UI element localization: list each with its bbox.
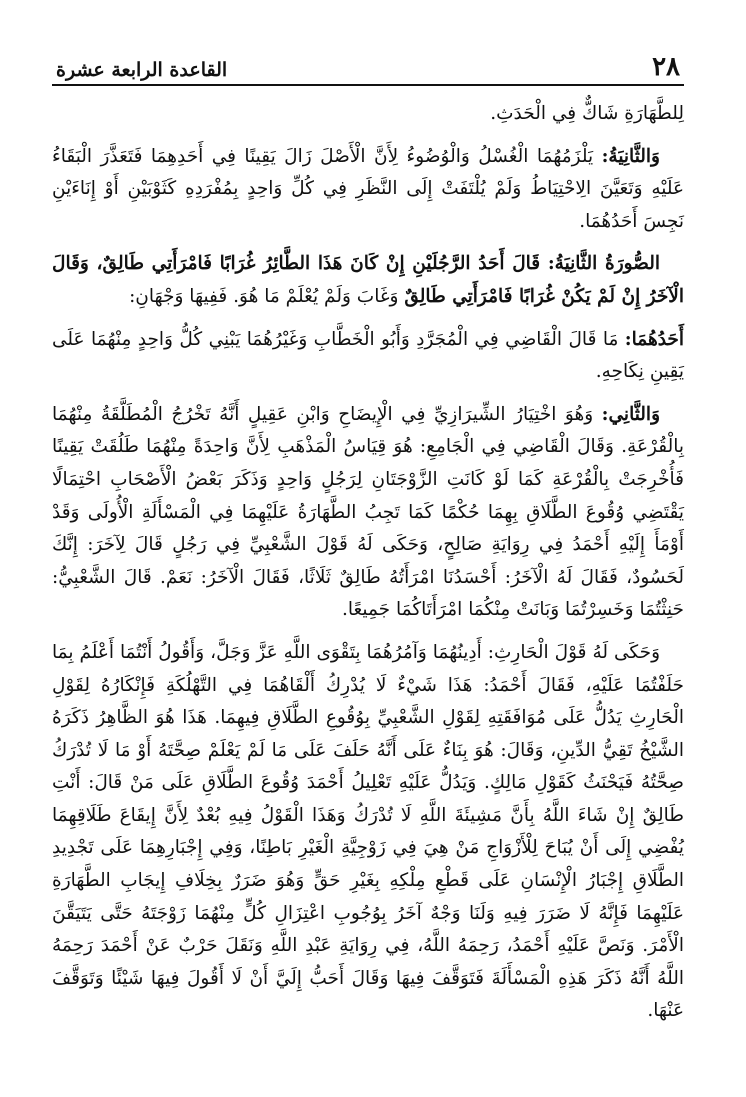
paragraph-lead: وَالثَّانِي: xyxy=(601,403,660,425)
paragraph-second-view xyxy=(52,399,684,627)
paragraph-text: لِلطَّهَارَةِ شَاكٌّ فِي الْحَدَثِ. xyxy=(490,103,684,124)
paragraph-second-case xyxy=(52,248,684,313)
paragraph-text: وَحَكَى لَهُ قَوْلَ الْحَارِثِ: أَدِينُهُمَا وَآمُرُهُمَا بِتَقْوَى اللَّهِ عَزَّ وَجَلَّ، وَأَقُولُ أَنْتُمَا أَعْلَمُ بِمَا حَلَفْتُمَا عَلَيْهِ، فَقَالَ أَحْمَدُ: هَذَا شَيْءٌ لَا يُدْرِكُ أَلْقَاهُمَا فِي التَّهْلُكَةِ فَإِنْكَارُهُ لِقَوْلِ الْحَارِثِ يَدُلُّ عَلَى مُوَافَقَتِهِ لِقَوْلِ الشَّعْبِيِّ بِوُقُوعِ الطَّلَاقِ فِيهِمَا. هَذَا هُوَ الظَّاهِرُ ذَكَرَهُ الشَّيْخُ تَقِيُّ الدِّينِ، وَقَالَ: هُوَ بِنَاءٌ عَلَى أَنَّهُ حَلَفَ عَلَى مَا لَمْ يَعْلَمْ صِحَّتَهُ أَوْ مَا لَا تُدْرَكُ صِحَّتُهُ فَيَحْنَثُ كَقَوْلِ مَالِكٍ. وَيَدُلُّ عَلَيْهِ تَعْلِيلُ أَحْمَدَ وُقُوعَ الطَّلَاقِ عَلَى مَنْ قَالَ: أَنْتِ طَالِقٌ إِنْ شَاءَ اللَّهُ بِأَنَّ مَشِيئَةَ اللَّهِ لَا تُدْرَكُ وَهَذَا الْقَوْلُ فِيهِ بُعْدٌ لِأَنَّ إِيقَاعَ طَلَاقِهِمَا يُفْضِي إِلَى أَنْ يُبَاحَ لِلْأَزْوَاجِ مَنْ هِيَ فِي زَوْجِيَّةِ الْغَيْرِ بَاطِنًا، وَفِي إِجْبَارِهِمَا عَلَى تَجْدِيدِ الطَّلَاقِ إِجْبَارُ الْإِنْسَانِ عَلَى قَطْعِ مِلْكِهِ بِغَيْرِ حَقٍّ وَهُوَ ضَرَرٌ بِخِلَافِ إِيجَابِ الطَّهَارَةِ عَلَيْهِمَا فَإِنَّهُ لَا ضَرَرَ فِيهِ وَلَنَا وَجْهٌ آخَرُ بِوُجُوبِ اعْتِزَالِ كُلٍّ مِنْهُمَا زَوْجَتَهُ حَتَّى يَتَيَقَّنَ الْأَمْرَ. وَنَصَّ عَلَيْهِ أَحْمَدُ، رَحِمَهُ اللَّهُ، فِي رِوَايَةِ عَبْدِ اللَّهِ وَنَقَلَ حَرْبٌ عَنْ أَحْمَدَ رَحِمَهُ اللَّهُ أَنَّهُ ذَكَرَ هَذِهِ الْمَسْأَلَةَ فَتَوَقَّفَ فِيهَا وَقَالَ أَحَبُّ إِلَيَّ أَنْ لَا أَقُولَ فِيهَا شَيْئًا وَتَوَقَّفَ عَنْهَا. xyxy=(52,641,684,1022)
running-header xyxy=(52,46,684,86)
paragraph-text: وَهُوَ اخْتِيَارُ الشِّيرَازِيِّ فِي الْإِيضَاحِ وَابْنِ عَقِيلٍ أَنَّهُ تَخْرُجُ الْمُطَلَّقَةُ مِنْهُمَا بِالْقُرْعَةِ. وَقَالَ الْقَاضِي فِي الْجَامِعِ: هُوَ قِيَاسُ الْمَذْهَبِ لِأَنَّ وَاحِدَةً مِنْهُمَا طَلُقَتْ يَقِينًا فَأُخْرِجَتْ بِالْقُرْعَةِ كَمَا لَوْ كَانَتِ الزَّوْجَتَانِ لِرَجُلٍ وَاحِدٍ وَذَكَرَ بَعْضُ الْأَصْحَابِ احْتِمَالًا يَقْتَضِي وُقُوعَ الطَّلَاقِ بِهِمَا حُكْمًا كَمَا تَجِبُ الطَّهَارَةُ عَلَيْهِمَا فِي الْمَسْأَلَةِ الْأُولَى وَقَدْ أَوْمَأَ إِلَيْهِ أَحْمَدُ فِي رِوَايَةِ صَالِحٍ، وَحَكَى لَهُ قَوْلَ الشَّعْبِيِّ فِي رَجُلٍ قَالَ لِآخَرَ: إِنَّكَ لَحَسُودٌ، فَقَالَ لَهُ الْآخَرُ: أَحْسَدُنَا امْرَأَتُهُ طَالِقٌ ثَلَاثًا، فَقَالَ الْآخَرُ: نَعَمْ. قَالَ الشَّعْبِيُّ: حَنِثْتُمَا وَخَسِرْتُمَا وَبَانَتْ مِنْكُمَا امْرَأَتَاكُمَا جَمِيعًا. xyxy=(52,403,684,621)
paragraph-text: مَا قَالَ الْقَاضِي فِي الْمُجَرَّدِ وَأَبُو الْخَطَّابِ وَغَيْرُهُمَا يَبْنِي كُلُّ وَاحِدٍ مِنْهُمَا عَلَى يَقِينِ نِكَاحِهِ. xyxy=(52,328,684,383)
paragraph-lead: الصُّورَةُ الثَّانِيَةُ: قَالَ أَحَدُ الرَّجُلَيْنِ إِنْ كَانَ هَذَا الطَّائِرُ غُرَابًا فَامْرَأَتِي طَالِقٌ، وَقَالَ الْآخَرُ إِنْ لَمْ يَكُنْ غُرَابًا فَامْرَأَتِي طَالِقٌ xyxy=(52,253,684,307)
paragraph-second-opinion xyxy=(52,141,684,239)
paragraph-lead: وَالثَّانِيَةُ: xyxy=(601,145,660,167)
chapter-title: القاعدة الرابعة عشرة xyxy=(56,59,228,81)
paragraph-lead: أَحَدُهُمَا: xyxy=(624,328,684,350)
paragraph-continuation xyxy=(52,98,684,131)
paragraph-harith-opinion xyxy=(52,637,684,1028)
paragraph-first-view xyxy=(52,324,684,389)
paragraph-text: وَغَابَ وَلَمْ يُعْلَمْ مَا هُوَ. فَفِيهَا وَجْهَانِ: xyxy=(129,285,405,307)
page-number: ٢٨ xyxy=(652,52,680,82)
page-body xyxy=(52,98,684,1028)
paragraph-text: يَلْزَمُهُمَا الْغُسْلُ وَالْوُضُوءُ لِأَنَّ الْأَصْلَ زَالَ يَقِينًا فِي أَحَدِهِمَا فَتَعَذَّرَ الْبَقَاءُ عَلَيْهِ وَتَعَيَّنَ الِاحْتِيَاطُ وَلَمْ يُلْتَفَتْ إِلَى النَّظَرِ فِي كُلِّ وَاحِدٍ بِمُفْرَدِهِ كَثَوْبَيْنِ أَوْ إِنَاءَيْنِ نَجِسَ أَحَدُهُمَا. xyxy=(52,145,684,232)
